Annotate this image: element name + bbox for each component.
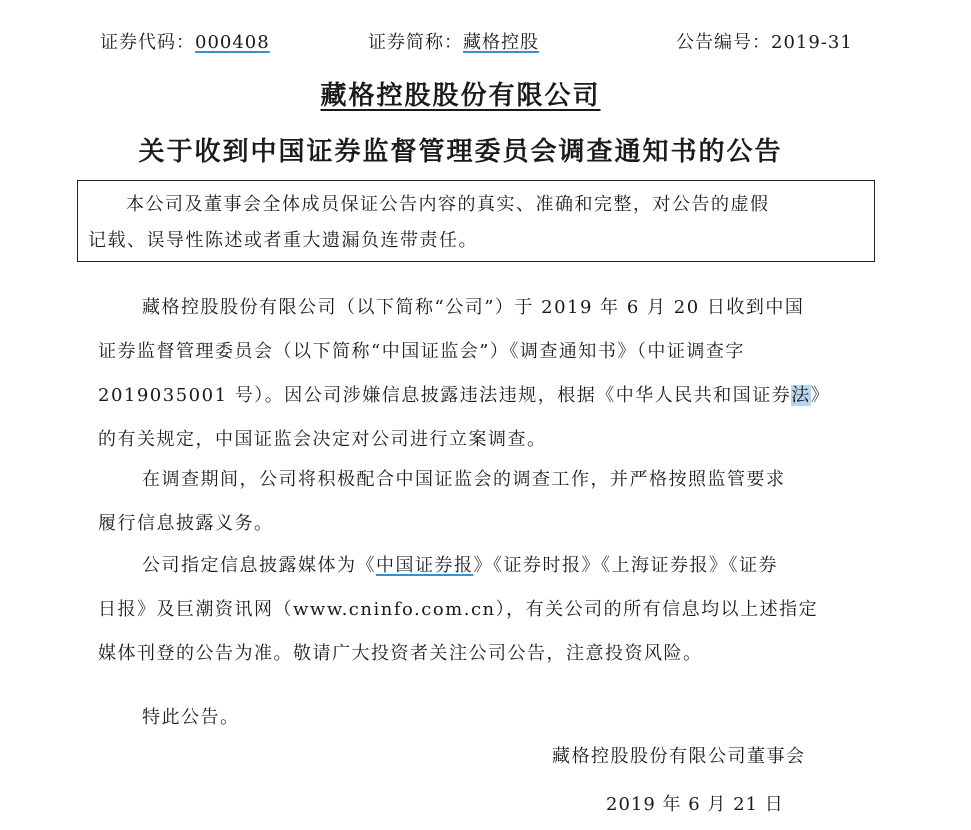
p2-line-1: 在调查期间，公司将积极配合中国证监会的调查工作，并严格按照监管要求 <box>142 469 786 490</box>
statement-line-2: 记载、误导性陈述或者重大遗漏负连带责任。 <box>88 230 478 251</box>
announcement-date: 2019 年 6 月 21 日 <box>606 794 784 815</box>
company-title <box>0 78 921 114</box>
p3-line-1-text: 公司指定信息披露媒体为《 <box>142 555 376 576</box>
p1-line-4: 的有关规定，中国证监会决定对公司进行立案调查。 <box>98 429 547 450</box>
paragraph-investigation-notice <box>98 286 863 462</box>
p3-line-1 <box>98 544 863 588</box>
document-title: 关于收到中国证券监督管理委员会调查通知书的公告 <box>138 137 783 167</box>
p1-line-3-text: 2019035001 号）。因公司涉嫌信息披露违法违规，根据《中华人民共和国证券 <box>98 385 792 406</box>
media-link-china-securities-journal[interactable]: 中国证券报 <box>376 555 474 576</box>
company-title-text: 藏格控股股份有限公司 <box>320 81 601 111</box>
stock-code-label: 证券代码： <box>100 32 195 53</box>
responsibility-statement-box <box>77 180 875 262</box>
p2-line-2: 履行信息披露义务。 <box>98 513 274 534</box>
p1-line-3 <box>98 374 863 418</box>
stock-abbreviation-label: 证券简称： <box>368 32 463 53</box>
p3-line-1-rest: 》《证券时报》《上海证券报》《证券 <box>473 555 778 576</box>
p3-line-3: 媒体刊登的公告为准。敬请广大投资者关注公司公告，注意投资风险。 <box>98 643 703 664</box>
paragraph-disclosure-media <box>98 544 863 676</box>
stock-abbreviation <box>368 30 539 56</box>
signature-board: 藏格控股股份有限公司董事会 <box>552 746 806 767</box>
notice-number: 公告编号：2019-31 <box>676 32 853 53</box>
closing-text: 特此公告。 <box>142 707 240 728</box>
highlighted-text: 法 <box>791 385 811 406</box>
stock-abbreviation-value[interactable]: 藏格控股 <box>463 32 539 53</box>
p3-line-2: 日报》及巨潮资讯网（www.cninfo.com.cn），有关公司的所有信息均以上述指定 <box>98 599 819 620</box>
stock-code-value[interactable]: 000408 <box>195 32 270 53</box>
p1-line-3-end: 》 <box>810 385 831 406</box>
paragraph-closing <box>98 696 863 740</box>
p1-line-1: 藏格控股股份有限公司（以下简称“公司”）于 2019 年 6 月 20 日收到中国 <box>142 297 805 318</box>
stock-code <box>100 30 270 56</box>
statement-line-1: 本公司及董事会全体成员保证公告内容的真实、准确和完整，对公告的虚假 <box>126 194 770 215</box>
p1-line-2: 证券监督管理委员会（以下简称“中国证监会”）《调查通知书》（中证调查字 <box>98 341 745 362</box>
paragraph-cooperation <box>98 458 863 546</box>
